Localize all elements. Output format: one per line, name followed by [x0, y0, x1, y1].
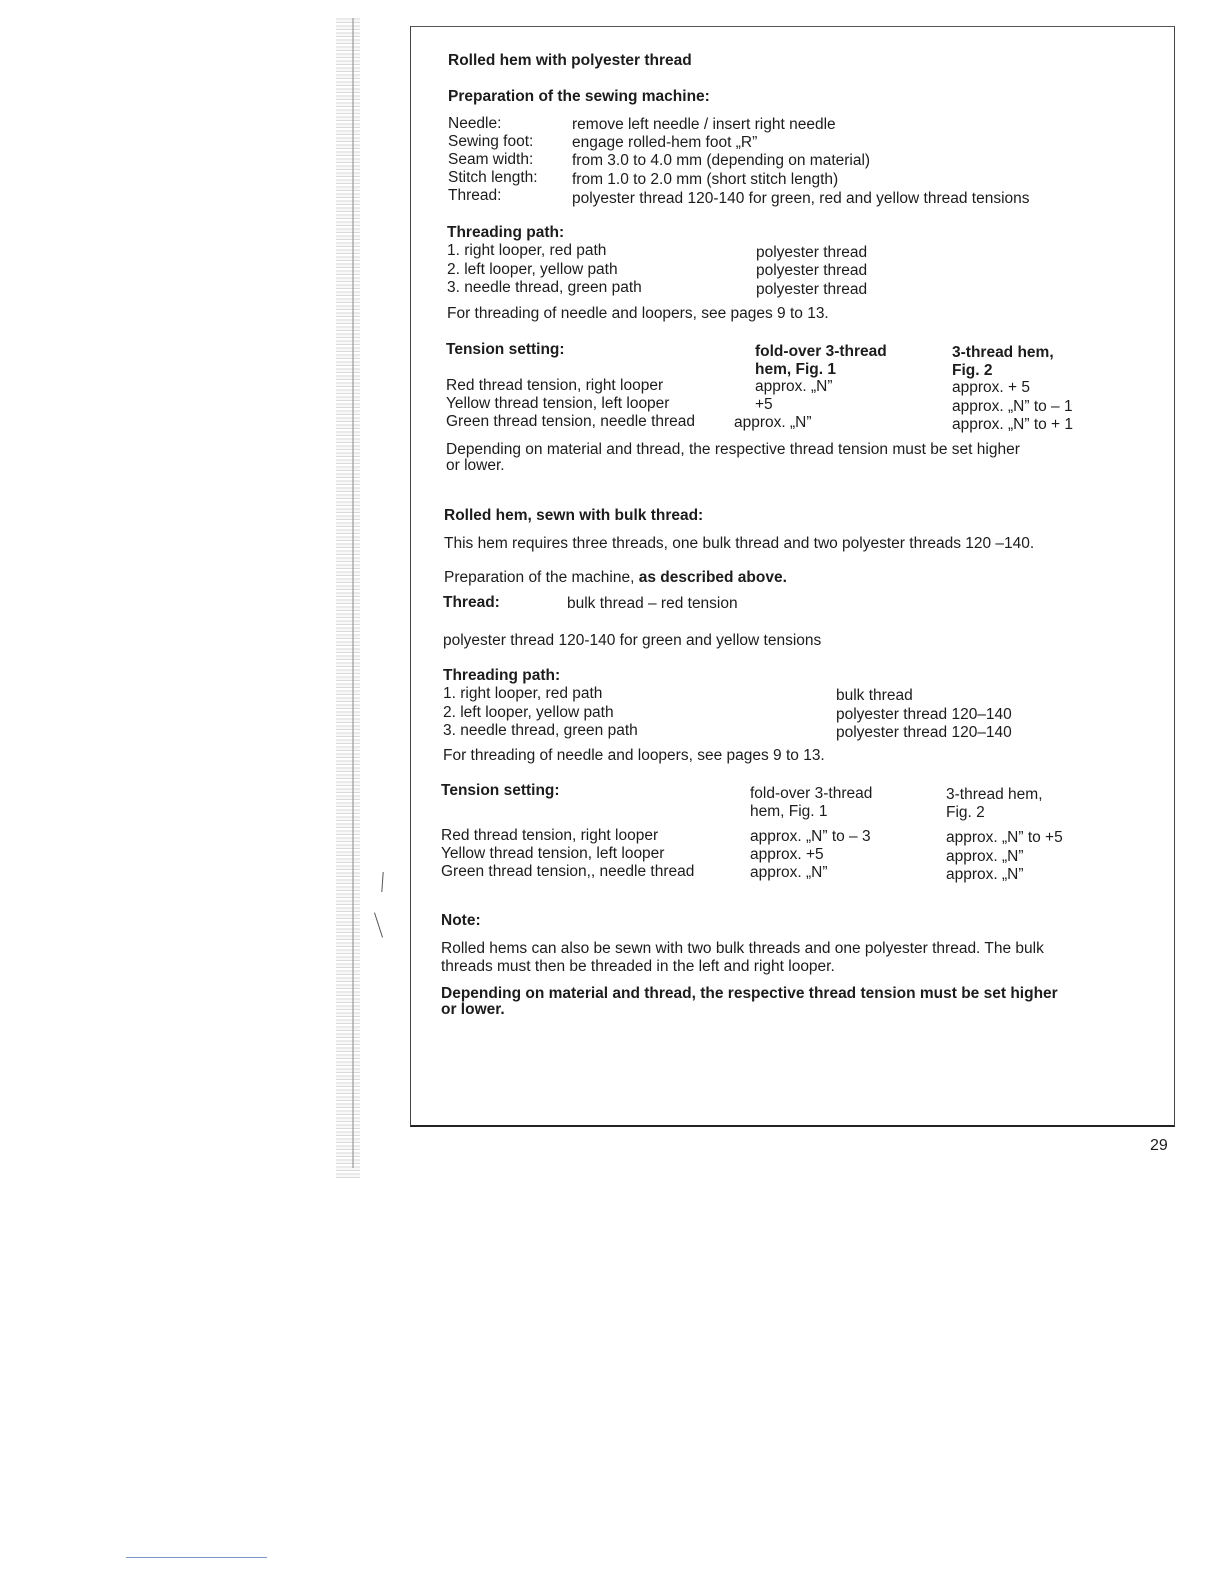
section1-threading-heading: Threading path:	[447, 224, 565, 241]
tension-fig1: approx. „N”	[755, 378, 833, 395]
tension-col1-header: hem, Fig. 1	[755, 361, 836, 378]
threading-thread: bulk thread	[836, 687, 913, 704]
tension-label: Green thread tension, needle thread	[446, 413, 696, 430]
note-heading: Note:	[441, 912, 481, 929]
threading-path: 1. right looper, red path	[443, 685, 603, 702]
prep-label: Stitch length:	[448, 169, 538, 186]
section2-title: Rolled hem, sewn with bulk thread:	[444, 507, 704, 524]
section1-title: Rolled hem with polyester thread	[448, 52, 692, 69]
threading-path: 3. needle thread, green path	[443, 722, 638, 739]
tension-fig2: approx. „N”	[946, 848, 1024, 865]
section1-tension-heading: Tension setting:	[446, 341, 565, 358]
binding-scan-shadow	[336, 18, 360, 1178]
tension-fig1: approx. „N”	[750, 864, 828, 881]
tension-col2-header: Fig. 2	[952, 362, 993, 379]
tension-label: Green thread tension,, needle thread	[441, 863, 695, 880]
threading-note: For threading of needle and loopers, see pages 9 to 13.	[447, 305, 829, 322]
tension-label: Yellow thread tension, left looper	[441, 845, 665, 862]
note-bold-line: or lower.	[441, 1001, 505, 1018]
tension-fig2: approx. „N” to – 1	[952, 398, 1073, 415]
tension-col2-header: 3-thread hem,	[946, 786, 1043, 803]
tension-fig1: +5	[755, 396, 773, 413]
page-number: 29	[1150, 1137, 1168, 1154]
section1-prep-heading: Preparation of the sewing machine:	[448, 88, 710, 105]
prep-value: from 3.0 to 4.0 mm (depending on material)	[572, 152, 871, 169]
threading-path: 2. left looper, yellow path	[443, 704, 614, 721]
note-line: threads must then be threaded in the left and right looper.	[441, 958, 835, 975]
note-bold-line: Depending on material and thread, the respective thread tension must be set higher	[441, 985, 1058, 1002]
threading-thread: polyester thread 120–140	[836, 706, 1012, 723]
tension-fig2: approx. „N” to + 1	[952, 416, 1074, 433]
tension-label: Yellow thread tension, left looper	[446, 395, 670, 412]
threading-thread: polyester thread	[756, 262, 868, 279]
threading-path: 2. left looper, yellow path	[447, 261, 618, 278]
section2-prep-text: Preparation of the machine,	[444, 569, 635, 586]
threading-thread: polyester thread	[756, 244, 868, 261]
tension-col2-header: Fig. 2	[946, 804, 985, 821]
threading-thread: polyester thread 120–140	[836, 724, 1012, 741]
tension-label: Red thread tension, right looper	[441, 827, 659, 844]
tension-col2-header: 3-thread hem,	[952, 344, 1054, 361]
scan-mark	[381, 872, 383, 892]
prep-label: Needle:	[448, 115, 502, 132]
prep-label: Sewing foot:	[448, 133, 534, 150]
prep-value: from 1.0 to 2.0 mm (short stitch length)	[572, 171, 839, 188]
tension-fig2: approx. + 5	[952, 379, 1030, 396]
prep-value: engage rolled-hem foot „R”	[572, 134, 758, 151]
section2-tension-heading: Tension setting:	[441, 782, 560, 799]
tension-label: Red thread tension, right looper	[446, 377, 664, 394]
tension-col1-header: fold-over 3-thread	[750, 785, 873, 802]
section2-prep-bold: as described above.	[638, 569, 787, 586]
prep-value: polyester thread 120-140 for green, red and yellow thread tensions	[572, 190, 1030, 207]
note-line: Rolled hems can also be sewn with two bulk threads and one polyester thread. The bulk	[441, 940, 1044, 957]
tension-fig1: approx. „N”	[734, 414, 812, 431]
prep-label: Thread:	[448, 187, 502, 204]
section2-thread-label: Thread:	[443, 594, 500, 611]
prep-value: remove left needle / insert right needle	[572, 116, 836, 133]
scan-mark	[374, 912, 383, 937]
section2-threading-heading: Threading path:	[443, 667, 561, 684]
tension-fig1: approx. „N” to – 3	[750, 828, 871, 845]
binding-edge-line	[352, 18, 354, 1168]
threading-note: For threading of needle and loopers, see pages 9 to 13.	[443, 747, 825, 764]
tension-fig1: approx. +5	[750, 846, 824, 863]
tension-fig2: approx. „N”	[946, 866, 1024, 883]
threading-path: 3. needle thread, green path	[447, 279, 642, 296]
scan-stray-line	[126, 1557, 267, 1558]
tension-fig2: approx. „N” to +5	[946, 829, 1063, 846]
section2-thread-value: bulk thread – red tension	[567, 595, 738, 612]
prep-label: Seam width:	[448, 151, 534, 168]
section1-closing: or lower.	[446, 457, 505, 474]
threading-path: 1. right looper, red path	[447, 242, 607, 259]
tension-col1-header: fold-over 3-thread	[755, 343, 887, 360]
threading-thread: polyester thread	[756, 281, 868, 298]
tension-col1-header: hem, Fig. 1	[750, 803, 828, 820]
section2-prep-line	[444, 569, 787, 587]
section2-polyester-line: polyester thread 120-140 for green and yellow tensions	[443, 632, 822, 649]
section2-intro: This hem requires three threads, one bulk thread and two polyester threads 120 –140.	[444, 535, 1035, 552]
section1-closing: Depending on material and thread, the respective thread tension must be set higher	[446, 441, 1020, 458]
